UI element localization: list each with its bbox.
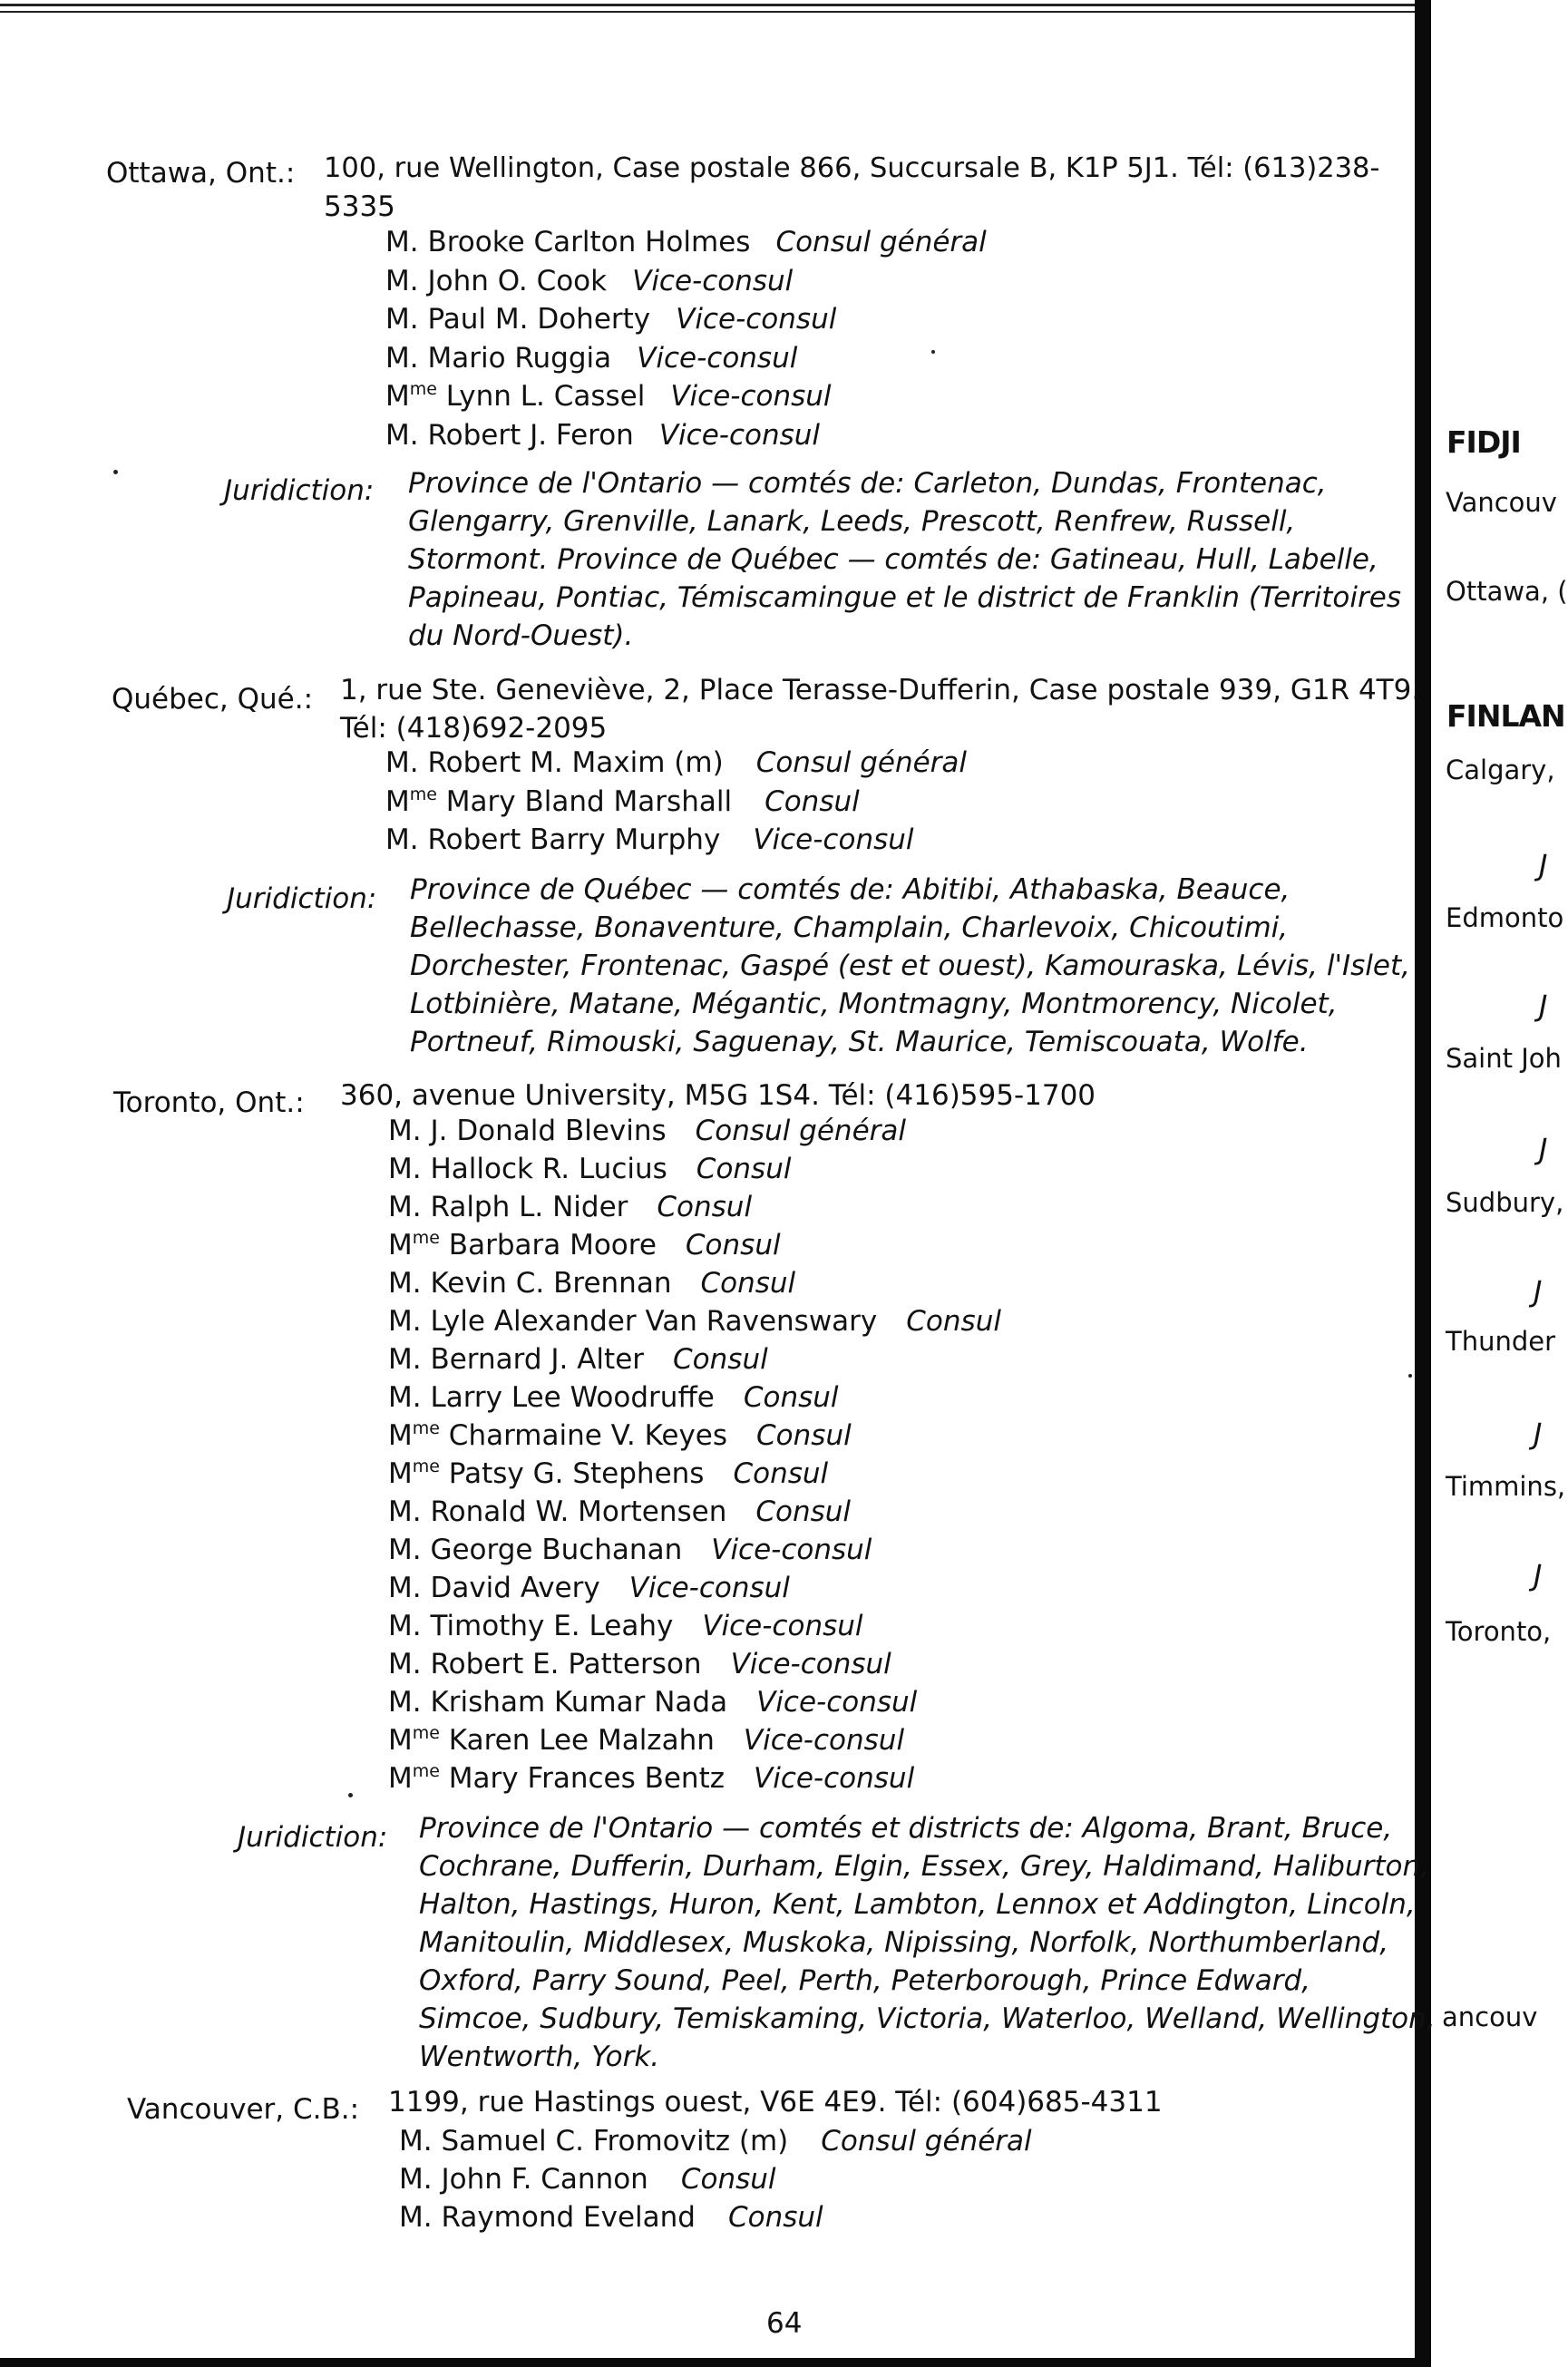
honorific: M [388,1724,413,1757]
side-entry: Saint Joh [1446,1043,1562,1074]
honorific-superscript: me [412,1418,440,1438]
staff-title: Consul [680,2163,776,2196]
staff-name: Hallock R. Lucius [421,1153,667,1185]
jurisdiction-line: Province de Québec — comtés de: Abitibi, Athabaska, Beauce, [410,873,1290,906]
staff-row [388,1569,790,1607]
staff-title: Consul général [695,1115,907,1147]
staff-title: Consul [673,1343,768,1376]
staff-row [388,1112,906,1150]
staff-row [388,1417,852,1458]
jurisdiction-label-ottawa: Juridiction: [224,474,375,507]
honorific-superscript: me [412,1761,440,1781]
jurisdiction-line: Manitoulin, Middlesex, Muskoka, Nipissing, Norfolk, Northumberland, [419,1926,1389,1959]
staff-row [388,1150,791,1188]
side-j-mark: J [1539,989,1548,1023]
staff-title: Consul [727,2201,823,2234]
staff-name: John F. Cannon [432,2163,648,2196]
staff-title: Consul général [755,746,968,779]
staff-title: Consul [696,1153,792,1185]
honorific: M. [388,1534,422,1566]
address-ottawa: 100, rue Wellington, Case postale 866, Succursale B, K1P 5J1. Tél: (613)238- [324,152,1380,184]
staff-name: Lyle Alexander Van Ravenswary [421,1305,878,1338]
staff-title: Vice-consul [670,380,832,413]
staff-name: Larry Lee Woodruffe [421,1381,715,1414]
top-rule-2 [0,11,1415,13]
staff-title: Vice-consul [676,303,837,336]
side-entry: Edmonto [1446,902,1564,933]
side-heading-fidji: FIDJI [1446,424,1521,460]
jurisdiction-label-toronto: Juridiction: [238,1821,388,1854]
jurisdiction-line: Portneuf, Rimouski, Saguenay, St. Maurice, Temiscouata, Wolfe. [410,1026,1309,1058]
jurisdiction-label-quebec: Juridiction: [227,882,377,915]
honorific-superscript: me [412,1228,440,1248]
jurisdiction-line: Oxford, Parry Sound, Peel, Perth, Peterborough, Prince Edward, [419,1964,1310,1997]
print-speck [1408,1374,1412,1378]
jurisdiction-line: Province de l'Ontario — comtés de: Carleton, Dundas, Frontenac, [408,467,1327,500]
honorific: M. [385,418,419,452]
staff-title: Consul général [775,226,987,258]
staff-name: Krisham Kumar Nada [421,1686,728,1719]
staff-row [385,416,820,454]
staff-row [388,1531,872,1569]
staff-title: Vice-consul [743,1724,905,1757]
honorific: M. [399,2201,433,2234]
staff-title: Vice-consul [730,1648,891,1680]
staff-title: Consul [765,784,860,818]
staff-name: Mary Frances Bentz [439,1762,725,1795]
staff-name: Mario Ruggia [418,341,612,375]
staff-row [388,1340,768,1378]
staff-row [388,1759,914,1801]
side-entry: Thunder [1446,1326,1556,1357]
staff-row [385,262,793,300]
side-j-mark: J [1539,1132,1548,1166]
staff-name: J. Donald Blevins [421,1115,667,1147]
jurisdiction-text-toronto [419,1809,1436,2076]
staff-row [399,2160,776,2198]
staff-title: Consul [700,1267,796,1300]
staff-name: Robert E. Patterson [421,1648,702,1680]
honorific: M. [388,1495,422,1528]
honorific: M. [388,1153,422,1185]
staff-title: Vice-consul [632,264,794,297]
staff-name: Bernard J. Alter [421,1343,645,1376]
jurisdiction-line: du Nord-Ouest). [408,619,634,652]
staff-name: Ronald W. Mortensen [421,1495,727,1528]
side-entry: Vancouv [1446,487,1557,518]
honorific: M [388,1229,413,1261]
staff-name: Robert J. Feron [418,418,634,452]
staff-row [388,1264,795,1302]
honorific-superscript: me [412,1456,440,1476]
staff-title: Consul [743,1381,839,1414]
address-toronto: 360, avenue University, M5G 1S4. Tél: (416)595-1700 [340,1079,1096,1112]
staff-title: Consul [657,1191,753,1223]
jurisdiction-text-quebec [410,871,1410,1061]
jurisdiction-line: Stormont. Province de Québec — comtés de: Gatineau, Hull, Labelle, [408,543,1378,576]
staff-title: Vice-consul [628,1572,790,1604]
staff-title: Vice-consul [658,418,821,452]
city-toronto: Toronto, Ont.: [113,1086,305,1119]
side-j-mark: J [1539,848,1548,882]
address-ottawa-cont: 5335 [324,190,395,223]
staff-row [388,1302,1001,1340]
page-number: 64 [766,2307,803,2340]
print-speck [931,350,935,354]
staff-name: Raymond Eveland [432,2201,696,2234]
staff-name: Ralph L. Nider [421,1191,628,1223]
staff-name: Robert M. Maxim (m) [418,746,724,779]
staff-row [385,783,860,824]
staff-name: Barbara Moore [439,1229,657,1261]
staff-row [388,1378,839,1417]
side-entry: Ottawa, ( [1446,576,1568,607]
honorific-superscript: me [412,1723,440,1743]
staff-row [388,1226,781,1268]
honorific: M. [388,1381,422,1414]
honorific-superscript: me [409,379,437,399]
jurisdiction-line: Province de l'Ontario — comtés et districts de: Algoma, Brant, Bruce, [419,1812,1393,1845]
staff-row [385,300,836,338]
side-j-mark: J [1534,1274,1543,1309]
jurisdiction-line: Halton, Hastings, Huron, Kent, Lambton, Lennox et Addington, Lincoln, [419,1888,1416,1921]
honorific: M. [399,2163,433,2196]
staff-name: John O. Cook [418,264,608,297]
side-j-mark: J [1534,1417,1543,1451]
jurisdiction-line: Simcoe, Sudbury, Temiskaming, Victoria, Waterloo, Welland, Wellington, [419,2002,1436,2035]
staff-title: Vice-consul [756,1686,918,1719]
staff-row [388,1721,904,1763]
honorific: M. [388,1191,422,1223]
honorific: M. [388,1648,422,1680]
staff-title: Consul [906,1305,1001,1338]
city-ottawa: Ottawa, Ont.: [106,157,296,190]
city-vancouver: Vancouver, C.B.: [127,2093,360,2126]
staff-row [399,2198,823,2236]
staff-title: Consul [756,1419,852,1452]
staff-title: Consul général [821,2125,1032,2158]
honorific-superscript: me [409,784,437,804]
staff-title: Consul [733,1457,829,1490]
staff-row [388,1683,917,1721]
honorific: M. [388,1610,422,1642]
staff-row [385,377,832,419]
jurisdiction-line: Lotbinière, Matane, Mégantic, Montmagny, Montmorency, Nicolet, [410,988,1338,1020]
jurisdiction-line: Glengarry, Grenville, Lanark, Leeds, Prescott, Renfrew, Russell, [408,505,1296,538]
side-entry: Calgary, [1446,755,1555,785]
staff-row [388,1188,752,1226]
honorific: M. [385,303,419,336]
side-j-mark: J [1534,1558,1543,1593]
honorific: M. [385,746,419,779]
bottom-rule [0,2358,1415,2367]
staff-row [385,223,987,261]
honorific: M. [388,1305,422,1338]
staff-name: Kevin C. Brennan [421,1267,672,1300]
side-entry: Sudbury, [1446,1187,1564,1218]
honorific: M [385,380,410,413]
honorific: M. [385,341,419,375]
staff-row [385,744,967,782]
jurisdiction-line: Bellechasse, Bonaventure, Champlain, Charlevoix, Chicoutimi, [410,911,1289,944]
staff-name: Lynn L. Cassel [436,380,646,413]
honorific: M [385,784,410,818]
jurisdiction-line: Dorchester, Frontenac, Gaspé (est et ouest), Kamouraska, Lévis, l'Islet, [410,950,1410,982]
staff-row [385,821,914,859]
print-speck [113,470,118,474]
staff-title: Consul [755,1495,852,1528]
address-quebec: 1, rue Ste. Geneviève, 2, Place Terasse-Dufferin, Case postale 939, G1R 4T9. [340,674,1421,706]
honorific: M. [388,1115,422,1147]
staff-title: Consul [685,1229,781,1261]
side-entry: Toronto, [1446,1616,1552,1647]
staff-row [399,2122,1032,2160]
staff-row [388,1645,891,1683]
staff-title: Vice-consul [702,1610,863,1642]
staff-name: Samuel C. Fromovitz (m) [432,2125,789,2158]
staff-name: Charmaine V. Keyes [439,1419,728,1452]
address-quebec-cont: Tél: (418)692-2095 [340,712,608,745]
staff-name: David Avery [421,1572,600,1604]
city-quebec: Québec, Qué.: [112,683,314,716]
side-entry: Timmins, [1446,1471,1566,1502]
honorific: M. [399,2125,433,2158]
staff-name: Mary Bland Marshall [436,784,733,818]
staff-name: Paul M. Doherty [418,303,651,336]
staff-name: Robert Barry Murphy [418,823,721,856]
staff-row [388,1607,863,1645]
print-speck [348,1793,353,1797]
staff-row [385,339,797,377]
jurisdiction-line: Wentworth, York. [419,2041,660,2073]
honorific: M [388,1762,413,1795]
side-entry: ancouv [1442,2002,1538,2032]
honorific: M. [385,264,419,297]
honorific: M. [385,823,419,856]
side-heading-finland: FINLAN [1446,698,1565,734]
honorific: M. [388,1686,422,1719]
honorific: M [388,1419,413,1452]
address-vancouver: 1199, rue Hastings ouest, V6E 4E9. Tél: (604)685-4311 [388,2086,1163,2119]
staff-title: Vice-consul [637,341,798,375]
staff-row [388,1455,828,1496]
staff-name: Karen Lee Malzahn [439,1724,715,1757]
honorific: M [388,1457,413,1490]
jurisdiction-line: Cochrane, Dufferin, Durham, Elgin, Essex, Grey, Haldimand, Haliburton, [419,1850,1429,1883]
staff-name: Timothy E. Leahy [421,1610,674,1642]
jurisdiction-line: Papineau, Pontiac, Témiscamingue et le district de Franklin (Territoires [408,581,1401,614]
staff-name: Patsy G. Stephens [439,1457,705,1490]
honorific: M. [388,1267,422,1300]
jurisdiction-text-ottawa [408,464,1401,655]
honorific: M. [385,226,419,258]
staff-row [388,1493,851,1531]
staff-title: Vice-consul [711,1534,872,1566]
honorific: M. [388,1572,422,1604]
top-rule-1 [0,4,1415,6]
staff-name: George Buchanan [421,1534,683,1566]
staff-title: Vice-consul [753,823,914,856]
staff-name: Brooke Carlton Holmes [418,226,751,258]
staff-title: Vice-consul [754,1762,915,1795]
honorific: M. [388,1343,422,1376]
